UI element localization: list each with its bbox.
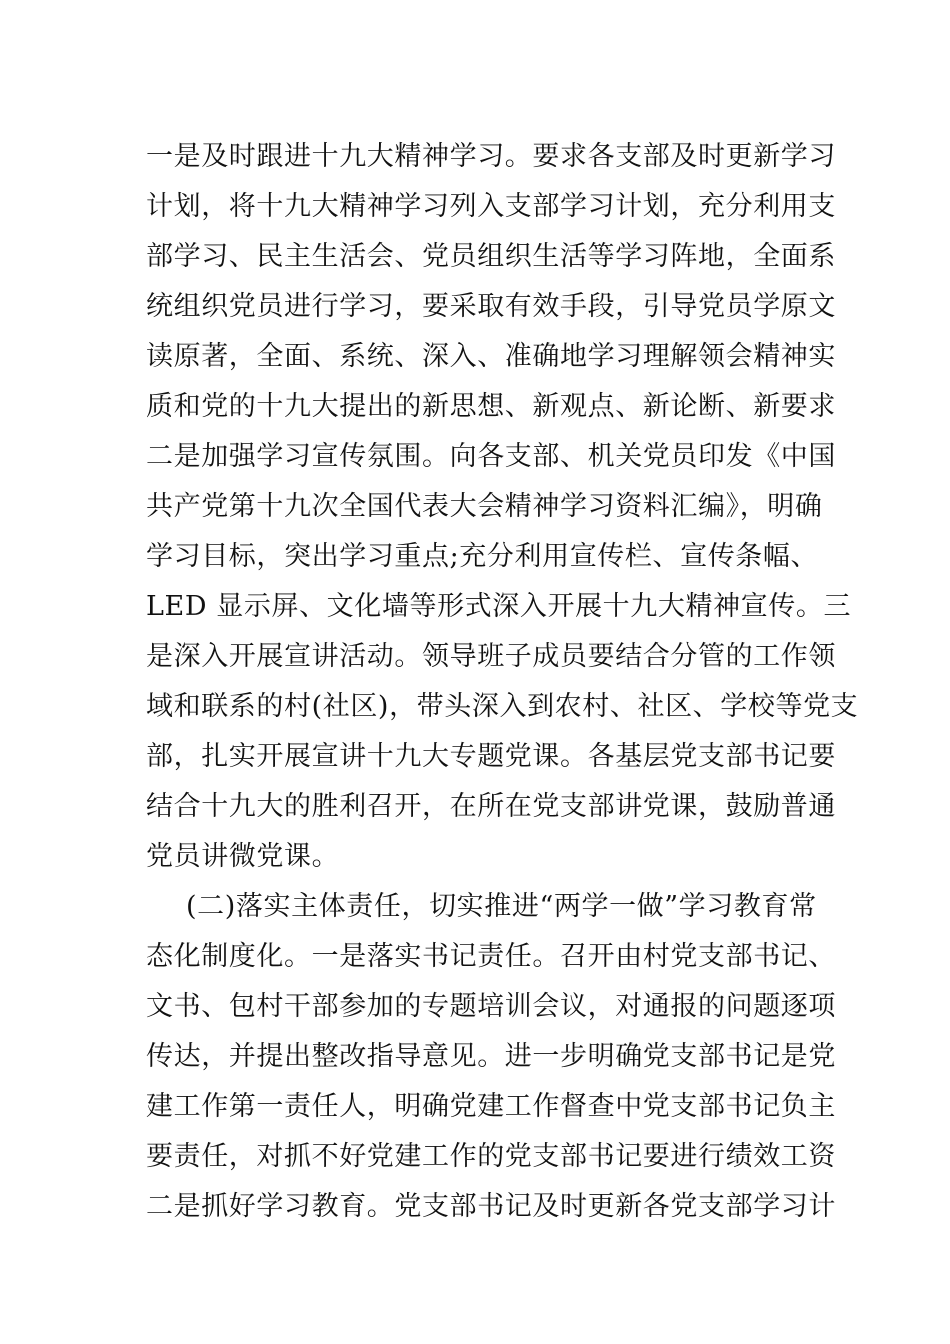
- text-line: 计划，将十九大精神学习列入支部学习计划，充分利用支: [146, 191, 836, 222]
- text-line: 传达，并提出整改指导意见。进一步明确党支部书记是党: [146, 1041, 836, 1072]
- section-heading-line: (二)落实主体责任，切实推进“两学一做”学习教育常: [186, 891, 817, 922]
- text-line: 部，扎实开展宣讲十九大专题党课。各基层党支部书记要: [146, 741, 836, 772]
- text-line: 文书、包村干部参加的专题培训会议，对通报的问题逐项: [146, 991, 836, 1022]
- text-line: 统组织党员进行学习，要采取有效手段，引导党员学原文: [146, 291, 836, 322]
- text-line: 建工作第一责任人，明确党建工作督查中党支部书记负主: [146, 1091, 836, 1122]
- text-line: 态化制度化。一是落实书记责任。召开由村党支部书记、: [146, 941, 836, 972]
- text-line: 学习目标，突出学习重点;充分利用宣传栏、宣传条幅、: [146, 541, 819, 572]
- text-line: 一是及时跟进十九大精神学习。要求各支部及时更新学习: [146, 141, 836, 172]
- text-line: 二是抓好学习教育。党支部书记及时更新各党支部学习计: [146, 1191, 836, 1222]
- text-line: 域和联系的村(社区)，带头深入到农村、社区、学校等党支: [146, 691, 859, 722]
- text-line: 结合十九大的胜利召开，在所在党支部讲党课，鼓励普通: [146, 791, 836, 822]
- text-line: 共产党第十九次全国代表大会精神学习资料汇编》，明确: [146, 491, 823, 522]
- text-line: 要责任，对抓不好党建工作的党支部书记要进行绩效工资: [146, 1141, 836, 1172]
- text-line: 是深入开展宣讲活动。领导班子成员要结合分管的工作领: [146, 641, 836, 672]
- text-line: 读原著，全面、系统、深入、准确地学习理解领会精神实: [146, 341, 836, 372]
- text-line: 部学习、民主生活会、党员组织生活等学习阵地，全面系: [146, 241, 836, 272]
- text-line: LED 显示屏、文化墙等形式深入开展十九大精神宣传。三: [146, 591, 852, 622]
- body-text: [146, 132, 859, 1232]
- text-line: 二是加强学习宣传氛围。向各支部、机关党员印发《中国: [146, 441, 836, 472]
- text-line: 质和党的十九大提出的新思想、新观点、新论断、新要求: [146, 391, 836, 422]
- text-line: 党员讲微党课。: [146, 841, 340, 872]
